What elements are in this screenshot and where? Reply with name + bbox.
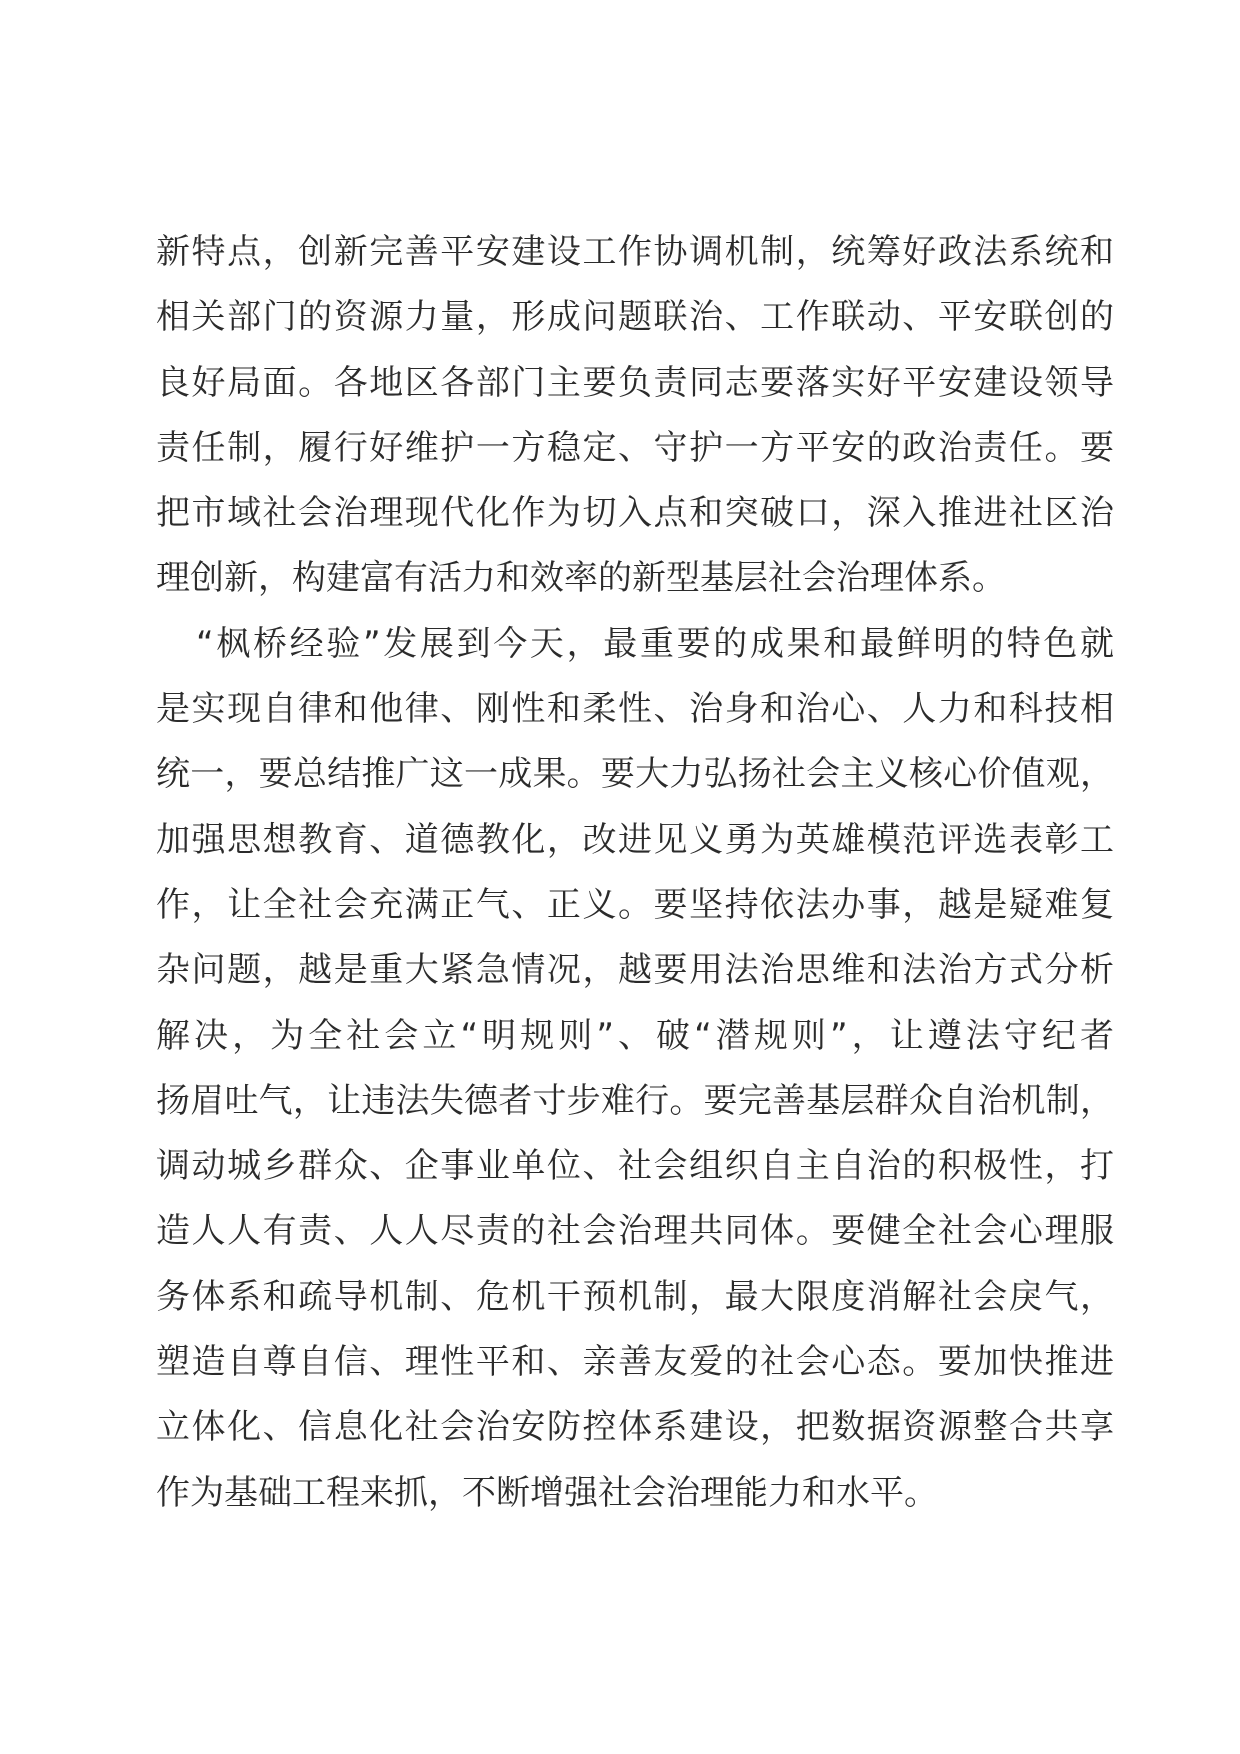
text-line: 造人人有责、人人尽责的社会治理共同体。要健全社会心理服 bbox=[156, 1211, 1114, 1252]
text-line: 责任制，履行好维护一方稳定、守护一方平安的政治责任。要 bbox=[156, 427, 1114, 468]
text-line: 作为基础工程来抓，不断增强社会治理能力和水平。 bbox=[156, 1472, 938, 1513]
text-line: 把市域社会治理现代化作为切入点和突破口，深入推进社区治 bbox=[156, 493, 1114, 534]
text-line: 扬眉吐气，让违法失德者寸步难行。要完善基层群众自治机制， bbox=[156, 1080, 1114, 1121]
text-line: 务体系和疏导机制、危机干预机制，最大限度消解社会戾气， bbox=[156, 1276, 1114, 1317]
text-line: 塑造自尊自信、理性平和、亲善友爱的社会心态。要加快推进 bbox=[156, 1342, 1114, 1383]
text-line: “枫桥经验”发展到今天，最重要的成果和最鲜明的特色就 bbox=[196, 623, 1114, 664]
text-line: 理创新，构建富有活力和效率的新型基层社会治理体系。 bbox=[156, 558, 1006, 599]
text-line: 作，让全社会充满正气、正义。要坚持依法办事，越是疑难复 bbox=[156, 884, 1114, 925]
text-line: 加强思想教育、道德教化，改进见义勇为英雄模范评选表彰工 bbox=[156, 819, 1114, 860]
text-line: 相关部门的资源力量，形成问题联治、工作联动、平安联创的 bbox=[156, 297, 1114, 338]
paragraph-2 bbox=[156, 612, 1114, 1526]
text-line: 良好局面。各地区各部门主要负责同志要落实好平安建设领导 bbox=[156, 362, 1114, 403]
text-line: 调动城乡群众、企事业单位、社会组织自主自治的积极性，打 bbox=[156, 1146, 1114, 1187]
text-line: 立体化、信息化社会治安防控体系建设，把数据资源整合共享 bbox=[156, 1407, 1114, 1448]
text-line: 统一，要总结推广这一成果。要大力弘扬社会主义核心价值观， bbox=[156, 754, 1114, 795]
text-line: 是实现自律和他律、刚性和柔性、治身和治心、人力和科技相 bbox=[156, 689, 1114, 730]
text-line: 解决，为全社会立“明规则”、破“潜规则”，让遵法守纪者 bbox=[156, 1015, 1114, 1056]
document-body bbox=[156, 220, 1114, 1526]
text-line: 新特点，创新完善平安建设工作协调机制，统筹好政法系统和 bbox=[156, 232, 1114, 272]
paragraph-1 bbox=[156, 220, 1114, 612]
text-line: 杂问题，越是重大紧急情况，越要用法治思维和法治方式分析 bbox=[156, 950, 1114, 991]
